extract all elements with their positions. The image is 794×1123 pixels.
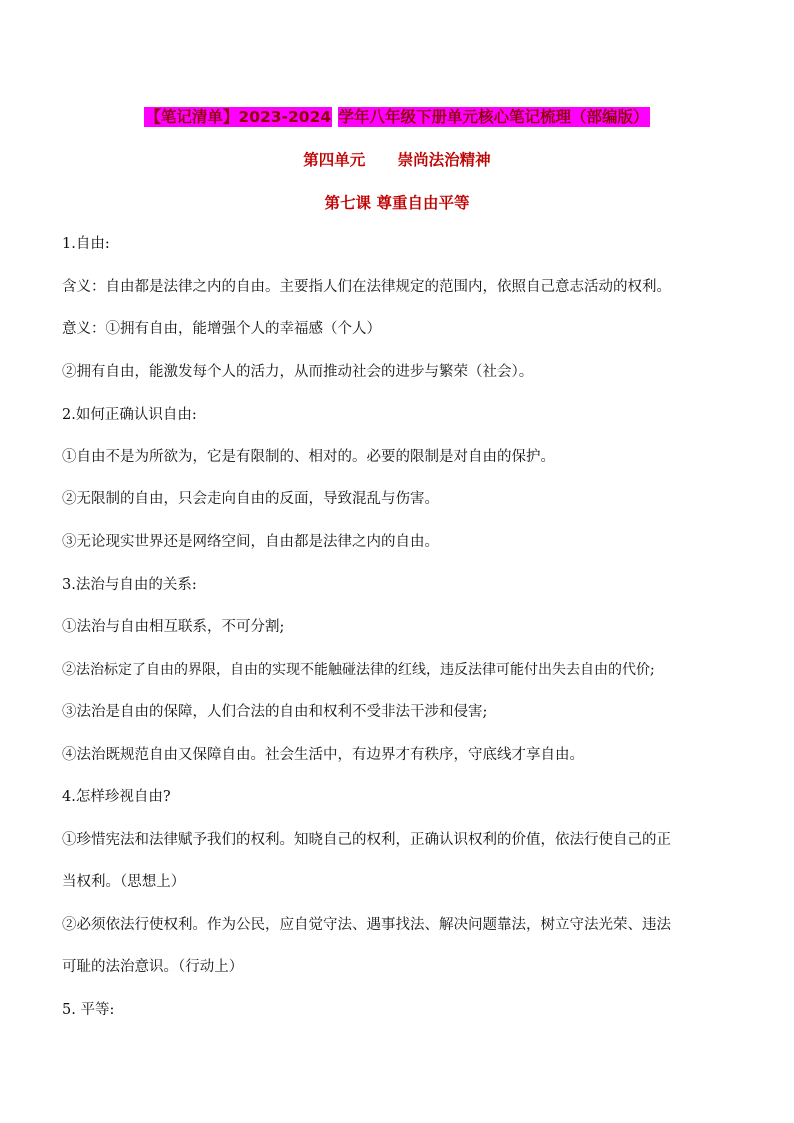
body-line: 含义：自由都是法律之内的自由。主要指人们在法律规定的范围内，依照自己意志活动的权利。 <box>62 279 671 295</box>
body-line: ②法治标定了自由的界限，自由的实现不能触碰法律的红线，违反法律可能付出失去自由的代价; <box>62 662 655 678</box>
body-line: ②必须依法行使权利。作为公民，应自觉守法、遇事找法、解决问题靠法，树立守法光荣、违法 <box>62 917 671 933</box>
body-line: ④法治既规范自由又保障自由。社会生活中，有边界才有秩序，守底线才享自由。 <box>62 747 584 763</box>
section-heading-freedom: 1.自由: <box>62 236 110 252</box>
body-line: ①珍惜宪法和法律赋予我们的权利。知晓自己的权利，正确认识权利的价值，依法行使自己的正 <box>62 832 671 848</box>
unit-title: 第四单元 崇尚法治精神 <box>303 151 491 169</box>
lesson-title: 第七课 尊重自由平等 <box>324 194 470 212</box>
body-line: 当权利。（思想上） <box>62 874 186 890</box>
body-line: ②无限制的自由，只会走向自由的反面，导致混乱与伤害。 <box>62 491 439 507</box>
body-line: ①法治与自由相互联系，不可分割; <box>62 619 285 635</box>
body-line: ③无论现实世界还是网络空间，自由都是法律之内的自由。 <box>62 534 439 550</box>
header-suffix: 学年八年级下册单元核心笔记梳理（部编版） <box>338 108 649 126</box>
section-heading: 2.如何正确认识自由: <box>62 407 197 423</box>
body-line: ②拥有自由，能激发每个人的活力，从而推动社会的进步与繁荣（社会）。 <box>62 364 534 380</box>
body-line: 可耻的法治意识。（行动上） <box>62 959 244 975</box>
document-header <box>0 105 794 129</box>
section-heading: 3.法治与自由的关系: <box>62 577 197 593</box>
body-line: ③法治是自由的保障，人们合法的自由和权利不受非法干涉和侵害; <box>62 704 488 720</box>
body-line: ①自由不是为所欲为，它是有限制的、相对的。必要的限制是对自由的保护。 <box>62 449 555 465</box>
section-heading: 4.怎样珍视自由? <box>62 789 171 805</box>
header-prefix: 【笔记清单】2023-2024 <box>145 108 332 126</box>
section-heading-equality: 5. 平等: <box>62 1002 115 1018</box>
body-line: 意义：①拥有自由，能增强个人的幸福感（个人） <box>62 321 381 337</box>
